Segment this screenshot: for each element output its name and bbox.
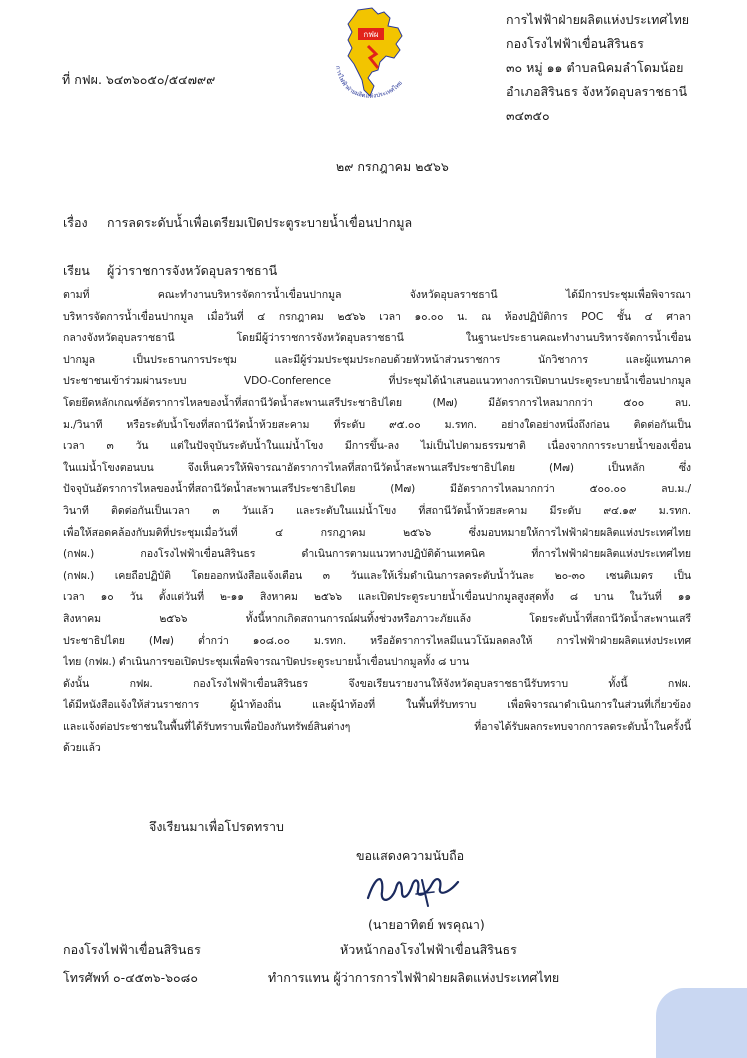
- subject-label: เรื่อง: [63, 215, 88, 230]
- regards-line: ขอแสดงความนับถือ: [356, 848, 465, 863]
- body-line: บริหารจัดการน้ำเขื่อนปากมูล เมื่อวันที่ ๔ กรกฎาคม ๒๕๖๖ เวลา ๑๐.๐๐ น. ณ ห้องปฏิบัติการ POC ชั้น ๔ ศาลา: [63, 310, 691, 323]
- letter-body: [63, 285, 691, 760]
- body-line: เวลา ๓ วัน แต่ในปัจจุบันระดับน้ำในแม่น้ำโขง มีการขึ้น-ลง ไม่เป็นไปตามธรรมชาติ เนื่องจากการระบายน้ำของเขื่อน: [63, 440, 691, 453]
- salutation: [63, 261, 277, 281]
- body-line: ม./วินาที หรือระดับน้ำโขงที่สถานีวัดน้ำห้วยสะคาม ที่ระดับ ๙๕.๐๐ ม.รทก. อย่างใดอย่างหนึ่งถึงก่อน ติดต่อกันเป็น: [63, 418, 691, 431]
- body-line: ตามที่ คณะทำงานบริหารจัดการน้ำเขื่อนปากมูล จังหวัดอุบลราชธานี ได้มีการประชุมเพื่อพิจารณา: [63, 289, 691, 301]
- address-line: อำเภอสิรินธร จังหวัดอุบลราชธานี: [506, 84, 688, 99]
- footer-department: กองโรงไฟฟ้าเขื่อนสิรินธร: [63, 942, 201, 957]
- address-line: กองโรงไฟฟ้าเขื่อนสิรินธร: [506, 36, 644, 51]
- body-line: (กฟผ.) เคยถือปฏิบัติ โดยออกหนังสือแจ้งเตือน ๓ วันและให้เริ่มดำเนินการลดระดับน้ำวันละ ๒๐-๓๐ เซนติเมตร เป็น: [63, 569, 691, 582]
- address-line: ๓๐ หมู่ ๑๑ ตำบลนิคมลำโดมน้อย: [506, 60, 684, 75]
- body-line: และแจ้งต่อประชาชนในพื้นที่ได้รับทราบเพื่อป้องกันทรัพย์สินต่างๆ ที่อาจได้รับผลกระทบจากการลดระดับน้ำในครั้งนี้: [63, 720, 691, 733]
- body-line: ปัจจุบันอัตราการไหลของน้ำที่สถานีวัดน้ำสะพานเสรีประชาธิปไตย (M๗) มีอัตราการไหลมากกว่า ๕๐๐.๐๐ ลบ.ม./: [63, 483, 691, 496]
- salutation-text: ผู้ว่าราชการจังหวัดอุบลราชธานี: [107, 263, 278, 278]
- subject-text: การลดระดับน้ำเพื่อเตรียมเปิดประตูระบายน้ำเขื่อนปากมูล: [107, 215, 413, 230]
- salutation-label: เรียน: [63, 263, 90, 278]
- body-line: ได้มีหนังสือแจ้งให้ส่วนราชการ ผู้นำท้องถิ่น และผู้นำท้องที่ ในพื้นที่รับทราบ เพื่อพิจารณาดำเนินการในส่วนที่เกี่ยวข้อง: [63, 699, 691, 712]
- subject-line: [63, 213, 412, 233]
- sender-address: [506, 8, 689, 128]
- signer-name: (นายอาทิตย์ พรคุณา): [368, 917, 485, 932]
- acting-for: ทำการแทน ผู้ว่าการการไฟฟ้าฝ่ายผลิตแห่งประเทศไทย: [268, 970, 560, 985]
- signer-position: หัวหน้ากองโรงไฟฟ้าเขื่อนสิรินธร: [340, 942, 517, 957]
- body-line: เวลา ๑๐ วัน ตั้งแต่วันที่ ๒-๑๑ สิงหาคม ๒๕๖๖ และเปิดประตูระบายน้ำเขื่อนปากมูลสูงสุดทั้ง ๘ บาน ในวันที่ ๑๑: [63, 591, 691, 604]
- handwritten-signature: [362, 868, 474, 910]
- closing-line: จึงเรียนมาเพื่อโปรดทราบ: [149, 819, 284, 834]
- corner-overlay: [656, 988, 747, 1058]
- body-line: ดังนั้น กฟผ. กองโรงไฟฟ้าเขื่อนสิรินธร จึงขอเรียนรายงานให้จังหวัดอุบลราชธานีรับทราบ ทั้งนี้ กฟผ.: [63, 677, 691, 690]
- body-line: ปากมูล เป็นประธานการประชุม และมีผู้ร่วมประชุมประกอบด้วยหัวหน้าส่วนราชการ นักวิชาการ และผู้แทนภาค: [63, 353, 691, 366]
- body-line: (กฟผ.) กองโรงไฟฟ้าเขื่อนสิรินธร ดำเนินการตามแนวทางปฏิบัติด้านเทคนิค ที่การไฟฟ้าฝ่ายผลิตแห่งประเทศไทย: [63, 548, 691, 561]
- body-line: ด้วยแล้ว: [63, 742, 101, 755]
- logo-mark-text: กฟผ: [363, 30, 379, 39]
- body-line: ประชาธิปไตย (M๗) ต่ำกว่า ๑๐๘.๐๐ ม.รทก. หรืออัตราการไหลมีแนวโน้มลดลงให้ การไฟฟ้าฝ่ายผลิตแห่งประเทศ: [63, 634, 691, 647]
- body-line: สิงหาคม ๒๕๖๖ ทั้งนี้หากเกิดสถานการณ์ฝนทิ้งช่วงหรือภาวะภัยแล้ง โดยระดับน้ำที่สถานีวัดน้ำสะพานเสรี: [63, 612, 691, 625]
- address-line: การไฟฟ้าฝ่ายผลิตแห่งประเทศไทย: [506, 12, 690, 27]
- address-line: ๓๔๓๕๐: [506, 108, 550, 123]
- footer-phone: โทรศัพท์ ๐-๔๕๓๖-๖๐๘๐: [63, 970, 198, 985]
- logo-caption: การไฟฟ้าฝ่ายผลิตแห่งประเทศไทย: [334, 65, 404, 100]
- body-line: ประชาชนเข้าร่วมผ่านระบบ VDO-Conference ที่ประชุมได้นำเสนอแนวทางการเปิดบานประตูระบายน้ำเขื่อนปากมูล: [63, 375, 691, 388]
- body-line: วินาที ติดต่อกันเป็นเวลา ๓ วันแล้ว และระดับในแม่น้ำโขง ที่สถานีวัดน้ำห้วยสะคาม มีระดับ ๙๔.๑๙ ม.รทก.: [63, 504, 691, 517]
- egat-thailand-map-logo: [328, 6, 412, 100]
- document-number: ที่ กฟผ. ๖๔๓๖๐๕๐/๕๔๗๙๙: [62, 72, 216, 87]
- body-line: เพื่อให้สอดคล้องกับมติที่ประชุมเมื่อวันที่ ๔ กรกฎาคม ๒๕๖๖ ซึ่งมอบหมายให้การไฟฟ้าฝ่ายผลิตแห่งประเทศไทย: [63, 526, 691, 539]
- body-line: โดยยึดหลักเกณฑ์อัตราการไหลของน้ำที่สถานีวัดน้ำสะพานเสรีประชาธิปไตย (M๗) มีอัตราการไหลมากกว่า ๕๐๐ ลบ.: [63, 396, 691, 409]
- body-line: ไทย (กฟผ.) ดำเนินการขอเปิดประชุมเพื่อพิจารณาปิดประตูระบายน้ำเขื่อนปากมูลทั้ง ๘ บาน: [63, 656, 470, 669]
- body-line: ในแม่น้ำโขงตอนบน จึงเห็นควรให้พิจารณาอัตราการไหลที่สถานีวัดน้ำสะพานเสรีประชาธิปไตย (M๗) เป็นหลัก ซึ่ง: [63, 461, 691, 474]
- body-line: กลางจังหวัดอุบลราชธานี โดยมีผู้ว่าราชการจังหวัดอุบลราชธานี ในฐานะประธานคณะทำงานบริหารจัดการน้ำเขื่อน: [63, 332, 691, 345]
- letter-date: ๒๙ กรกฎาคม ๒๕๖๖: [336, 159, 449, 174]
